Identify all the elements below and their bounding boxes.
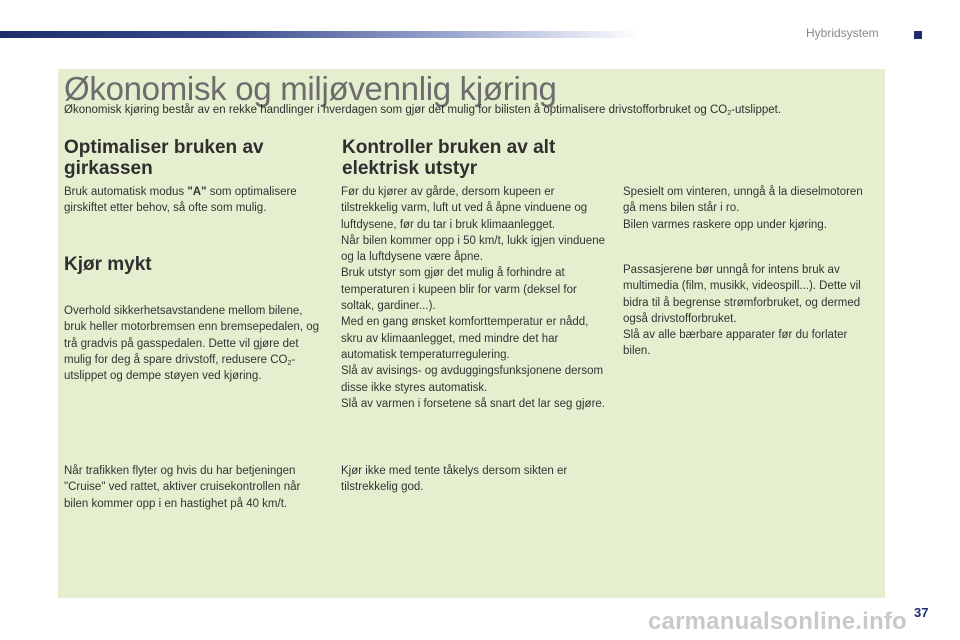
section-label: Hybridsystem bbox=[806, 26, 879, 40]
header-bar bbox=[0, 31, 640, 38]
watermark: carmanualsonline.info bbox=[648, 608, 907, 635]
heading-girkassen: Optimaliser bruken av girkassen bbox=[64, 137, 264, 179]
text-girkassen: Bruk automatisk modus "A" som optimalisere girskiftet etter behov, så ofte som mulig. bbox=[64, 186, 297, 215]
page-title: Økonomisk og miljøvennlig kjøring bbox=[64, 70, 557, 107]
text-passasjerer: Passasjerene bør unngå for intens bruk av multimedia (film, musikk, videospill...). Dette vil bidra til å begrense strømforbruket, og dermed også drivstofforbruket. Slå av alle bærbare apparater før du forlater bilen. bbox=[623, 264, 861, 358]
text-vinter: Spesielt om vinteren, unngå å la dieselmotoren gå mens bilen står i ro. Bilen varmes raskere opp under kjøring. bbox=[623, 186, 863, 231]
text-elektrisk: Før du kjører av gårde, dersom kupeen er tilstrekkelig varm, luft ut ved å åpne vinduene og luftdysene, før du tar i bruk klimaanlegget. Når bilen kommer opp i 50 km/t, lukk igjen vinduene og la luftdysene være åpne. Bruk utstyr som gjør det mulig å forhindre at temperaturen i kupeen blir for varm (deksel for soltak, gardiner...). Med en gang ønsket komforttemperatur er nådd, skru av klimaanlegget, med mindre det har automatisk temperaturregulering. Slå av avisings- og avduggingsfunksjonene dersom disse ikke styres automatisk. Slå av varmen i forsetene så snart det lar seg gjøre. bbox=[341, 186, 605, 410]
intro-text: Økonomisk kjøring består av en rekke handlinger i hverdagen som gjør det mulig for bilisten å optimalisere drivstofforbruket og $CO_2$-utslippet. bbox=[64, 104, 782, 117]
section-marker bbox=[914, 31, 922, 39]
text-cruise: Når trafikken flyter og hvis du har betjeningen "Cruise" ved rattet, aktiver cruisekontrollen når bilen kommer opp i en hastighet på 40 km/t. bbox=[64, 465, 301, 510]
heading-elektrisk: Kontroller bruken av alt elektrisk utstyr bbox=[342, 137, 556, 179]
page-number: 37 bbox=[914, 605, 929, 620]
text-taakelys: Kjør ikke med tente tåkelys dersom sikten er tilstrekkelig god. bbox=[341, 465, 568, 494]
text-kjor-mykt: Overhold sikkerhetsavstandene mellom bilene, bruk heller motorbremsen enn bremsepedalen, og trå gradvis på gasspedalen. Dette vil gjøre det mulig for deg å spare drivstoff, redusere $CO_2$-utslippet og dempe støyen ved kjøring. bbox=[64, 305, 320, 383]
heading-kjor-mykt: Kjør mykt bbox=[64, 254, 152, 275]
